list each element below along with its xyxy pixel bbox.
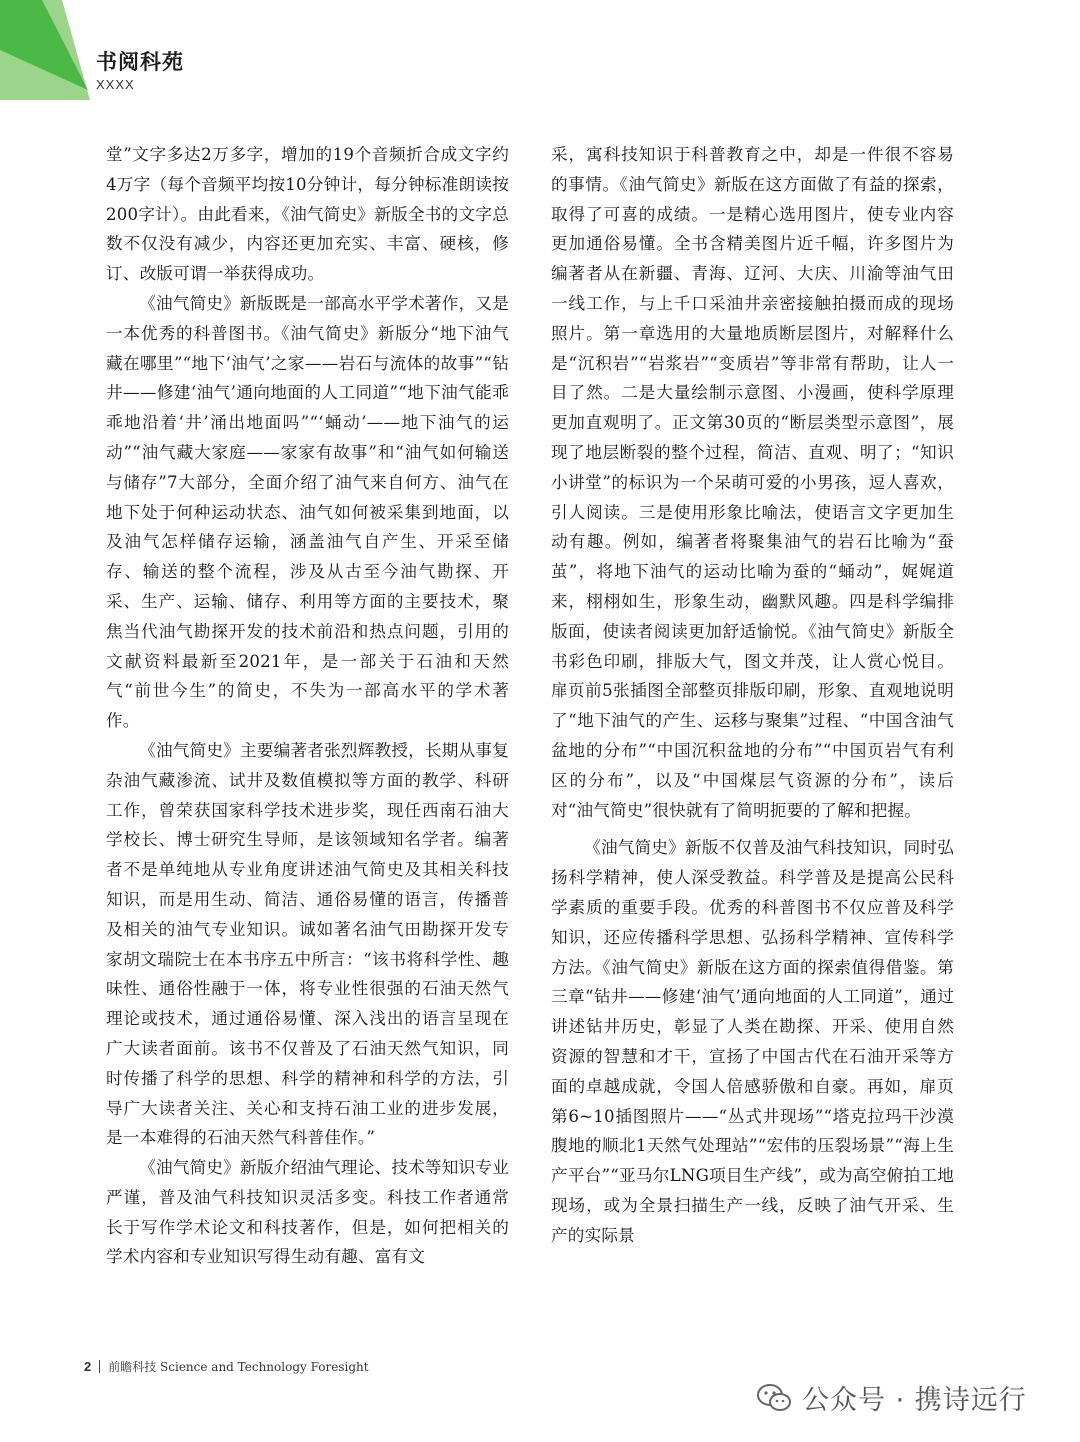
page-number: 2: [84, 1359, 92, 1374]
column-title: 书阅科苑: [96, 50, 184, 74]
column-subtitle: XXXX: [96, 77, 135, 92]
wechat-icon: [756, 1382, 792, 1414]
footer-divider: [99, 1360, 100, 1373]
right-column: [551, 140, 954, 1336]
wechat-watermark: [756, 1378, 1027, 1417]
paragraph: 《油气简史》新版既是一部高水平学术著作，又是一本优秀的科普图书。《油气简史》新版分“地下油气藏在哪里”“地下‘油气’之家——岩石与流体的故事”“钻井——修建‘油气’通向地面的人工同道”“地下油气能乖乖地沿着‘井’涌出地面吗”“‘蛹动’——地下油气的运动”“油气藏大家庭——家家有故事”和“油气如何输送与储存”7大部分，全面介绍了油气来自何方、油气在地下处于何种运动状态、油气如何被采集到地面，以及油气怎样储存运输，涵盖油气自产生、开采至储存、输送的整个流程，涉及从古至今油气勘探、开采、生产、运输、储存、利用等方面的主要技术，聚焦当代油气勘探开发的技术前沿和热点问题，引用的文献资料最新至2021年，是一部关于石油和天然气“前世今生”的简史，不失为一部高水平的学术著作。: [106, 293, 509, 731]
watermark-text: 公众号 · 携诗远行: [802, 1385, 1027, 1416]
page-footer: [84, 1358, 369, 1375]
paragraph: 采，寓科技知识于科普教育之中，却是一件很不容易的事情。《油气简史》新版在这方面做了有益的探索，取得了可喜的成绩。一是精心选用图片，使专业内容更加通俗易懂。全书含精美图片近千幅，许多图片为编著者从在新疆、青海、辽河、大庆、川渝等油气田一线工作，与上千口采油井亲密接触拍摄而成的现场照片。第一章选用的大量地质断层图片，对解释什么是“沉积岩”“岩浆岩”“变质岩”等非常有帮助，让人一目了然。二是大量绘制示意图、小漫画，使科学原理更加直观明了。正文第30页的“断层类型示意图”，展现了地层断裂的整个过程，简洁、直观、明了；“知识小讲堂”的标识为一个呆萌可爱的小男孩，逗人喜欢，引人阅读。三是使用形象比喻法，使语言文字更加生动有趣。例如，编著者将聚集油气的岩石比喻为“蚕茧”，将地下油气的运动比喻为蚕的“蛹动”，娓娓道来，栩栩如生，形象生动，幽默风趣。四是科学编排版面，使读者阅读更加舒适愉悦。《油气简史》新版全书彩色印刷，排版大气，图文并茂，让人赏心悦目。扉页前5张插图全部整页排版印刷，形象、直观地说明了“地下油气的产生、运移与聚集”过程、“中国含油气盆地的分布”“中国沉积盆地的分布”“中国页岩气有利区的分布”，以及“中国煤层气资源的分布”，读后对“油气简史”很快就有了简明扼要的了解和把握。: [551, 145, 954, 820]
paragraph: 《油气简史》新版介绍油气理论、技术等知识专业严谨，普及油气科技知识灵活多变。科技工作者通常长于写作学术论文和科技著作，但是，如何把相关的学术内容和专业知识写得生动有趣、富有文: [106, 1158, 509, 1267]
paragraph: 《油气简史》新版不仅普及油气科技知识，同时弘扬科学精神，使人深受教益。科学普及是提高公民科学素质的重要手段。优秀的科普图书不仅应普及科学知识，还应传播科学思想、弘扬科学精神、宣传科学方法。《油气简史》新版在这方面的探索值得借鉴。第三章“钻井——修建‘油气’通向地面的人工同道”，通过讲述钻井历史，彰显了人类在勘探、开采、使用自然资源的智慧和才干，宣扬了中国古代在石油开采等方面的卓越成就，令国人倍感骄傲和自豪。再如，扉页第6~10插图照片——“丛式井现场”“塔克拉玛干沙漠腹地的顺北1天然气处理站”“宏伟的压裂场景”“海上生产平台”“亚马尔LNG项目生产线”，或为高空俯拍工地现场，或为全景扫描生产一线，反映了油气开采、生产的实际景: [551, 838, 954, 1245]
paragraph: 堂”文字多达2万多字，增加的19个音频折合成文字约4万字（每个音频平均按10分钟计，每分钟标准朗读按200字计）。由此看来，《油气简史》新版全书的文字总数不仅没有减少，内容还更加充实、丰富、硬核，修订、改版可谓一举获得成功。: [106, 145, 509, 284]
paragraph: 《油气简史》主要编著者张烈辉教授，长期从事复杂油气藏渗流、试井及数值模拟等方面的教学、科研工作，曾荣获国家科学技术进步奖，现任西南石油大学校长、博士研究生导师，是该领域知名学者。编著者不是单纯地从专业角度讲述油气简史及其相关科技知识，而是用生动、简洁、通俗易懂的语言，传播普及相关的油气专业知识。诚如著名油气田勘探开发专家胡文瑞院士在本书序五中所言：“该书将科学性、趣味性、通俗性融于一体，将专业性很强的石油天然气理论或技术，通过通俗易懂、深入浅出的语言呈现在广大读者面前。该书不仅普及了石油天然气知识，同时传播了科学的思想、科学的精神和科学的方法，引导广大读者关注、关心和支持石油工业的进步发展，是一本难得的石油天然气科普佳作。”: [106, 740, 509, 1148]
left-column: [106, 140, 509, 1336]
magazine-name: 前瞻科技 Science and Technology Foresight: [108, 1360, 369, 1374]
